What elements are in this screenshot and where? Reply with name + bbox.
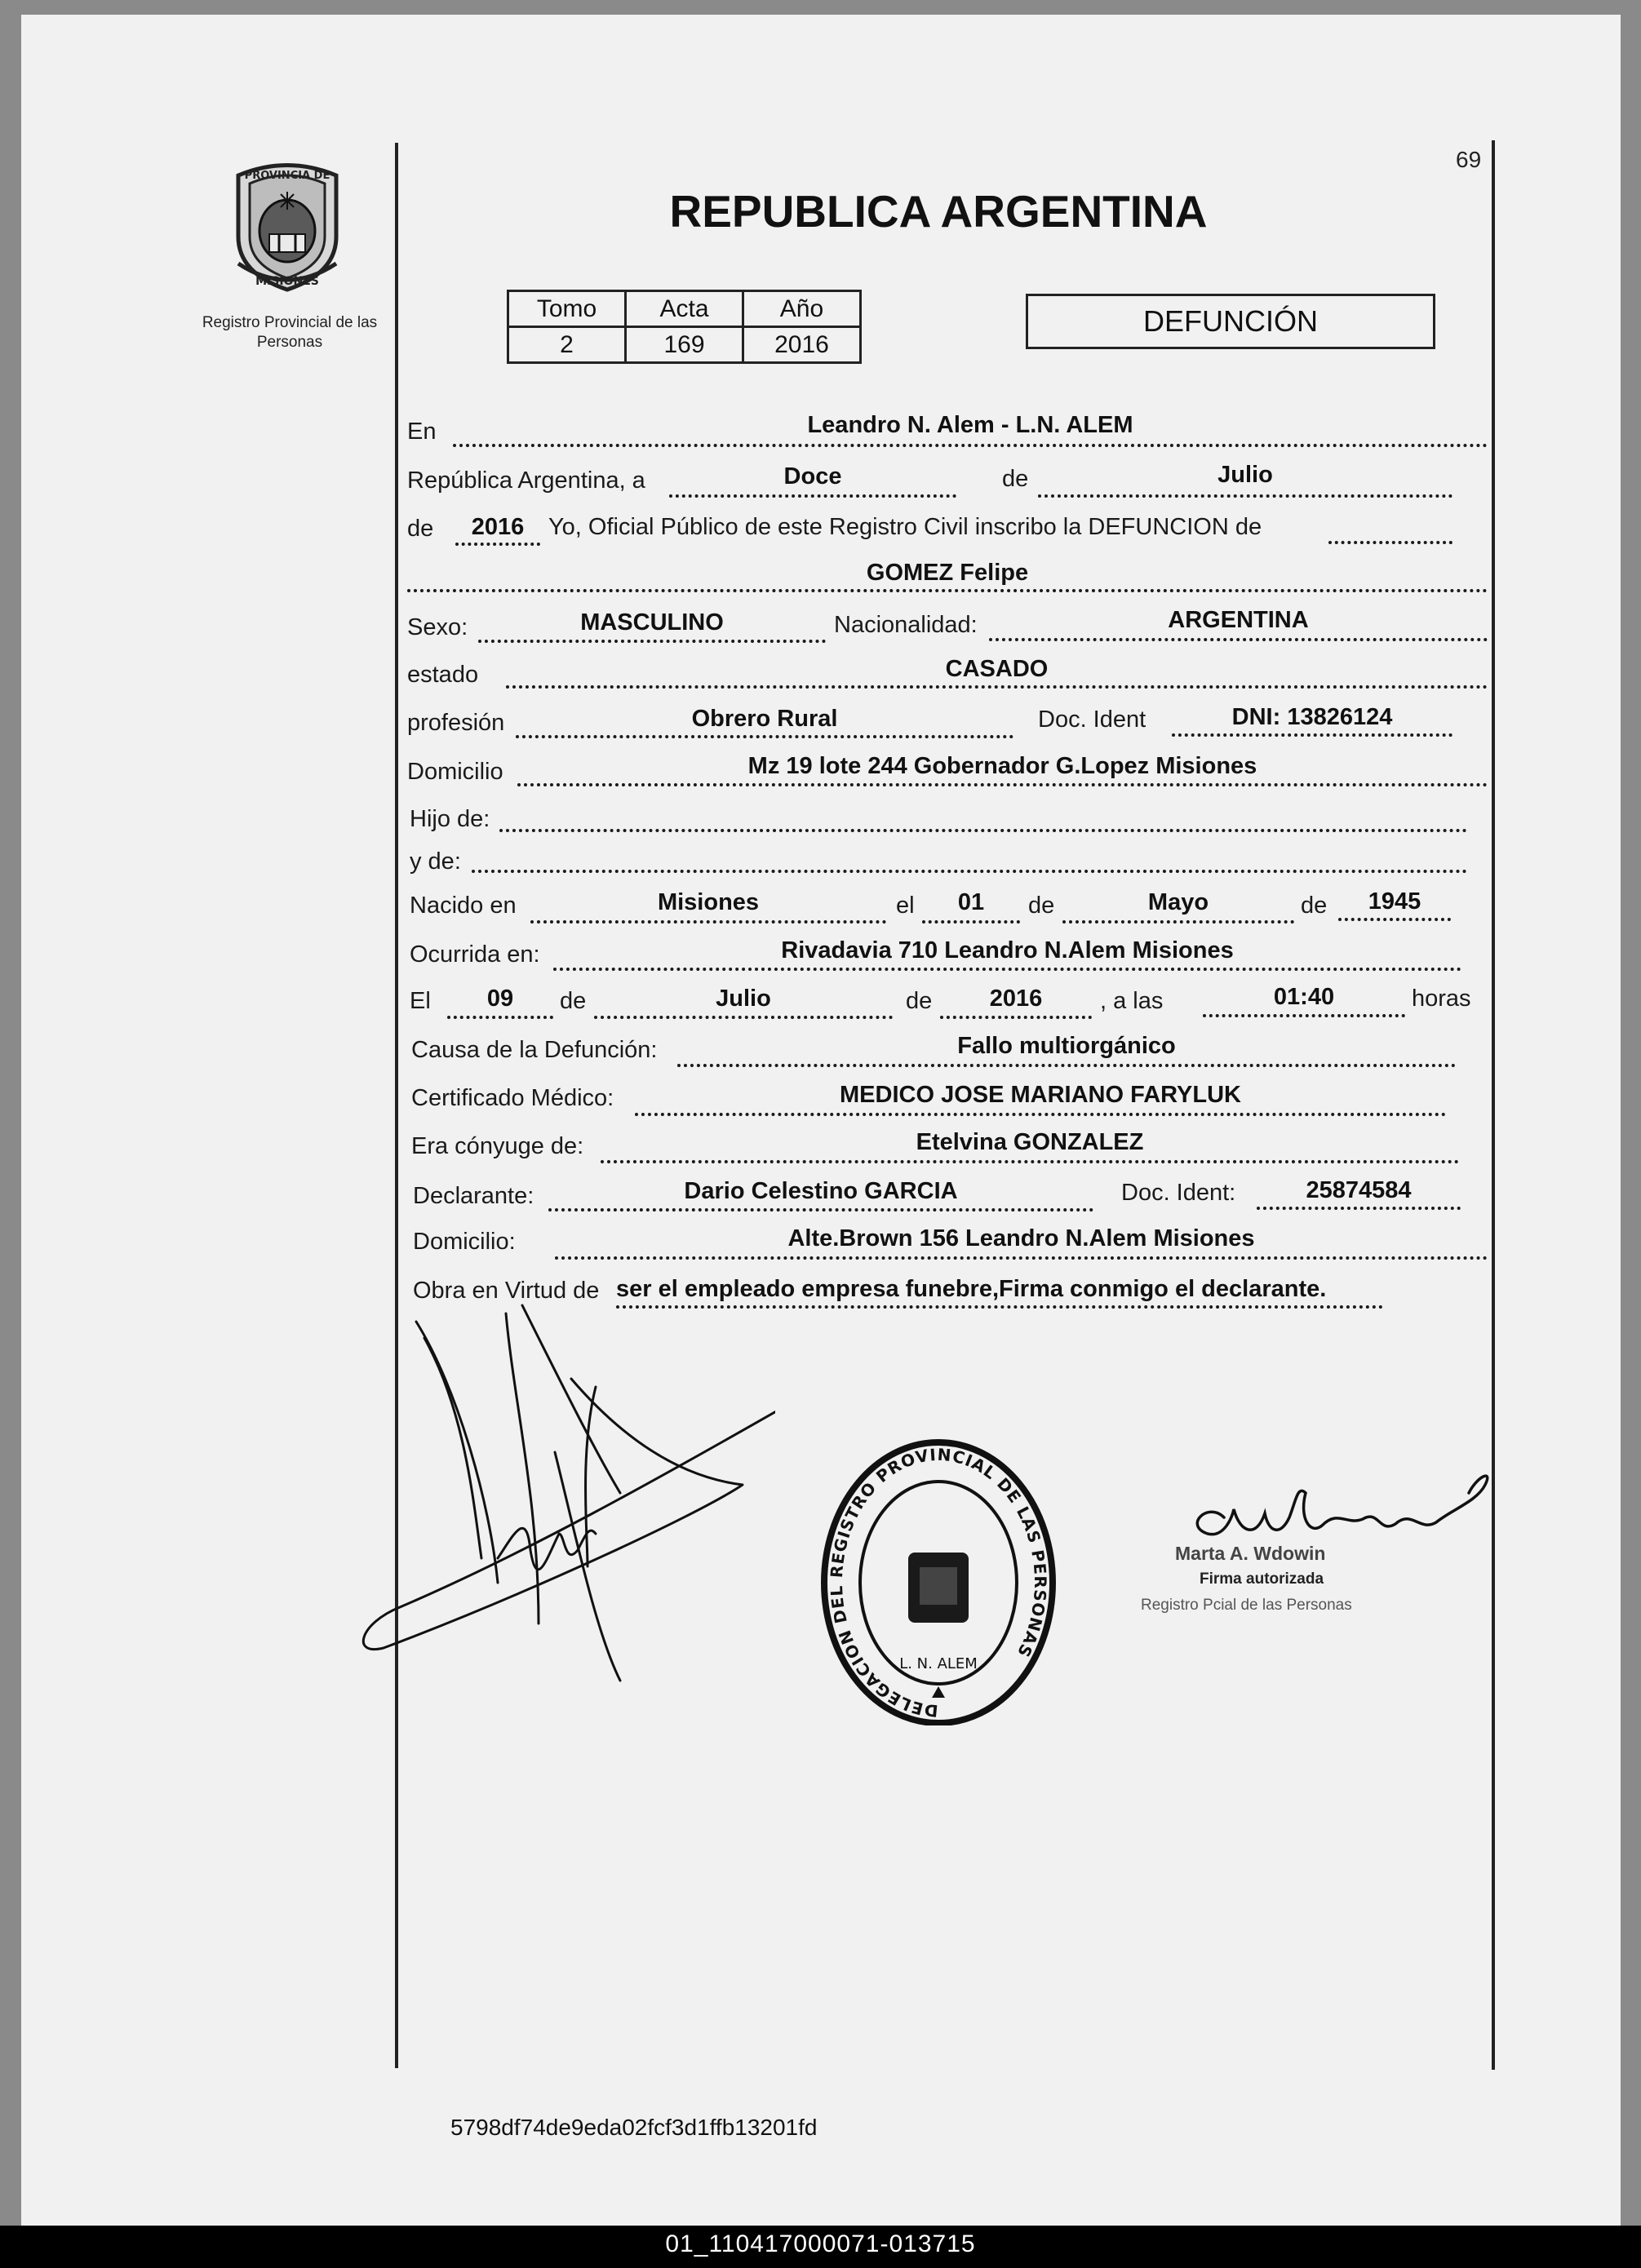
left-margin-rule <box>395 143 398 2068</box>
domicilio2-label: Domicilio: <box>413 1229 516 1255</box>
declarante-label: Declarante: <box>413 1183 534 1209</box>
causa-value: Fallo multiorgánico <box>957 1033 1176 1059</box>
profesion-label: profesión <box>407 710 505 736</box>
birth-year-dotted-line <box>1338 918 1451 921</box>
birth-day-value: 01 <box>957 889 985 915</box>
domicilio-dotted-line <box>517 783 1488 786</box>
death-day-value: 09 <box>486 986 514 1012</box>
ocurrida-label: Ocurrida en: <box>410 941 540 968</box>
certificado-value: MEDICO JOSE MARIANO FARYLUK <box>840 1082 1241 1108</box>
death-time-dotted-line <box>1203 1014 1405 1017</box>
deceased-name: GOMEZ Felipe <box>866 560 1029 586</box>
profesion-dotted-line <box>516 735 1013 738</box>
doc-ident-dotted-line <box>1172 733 1453 737</box>
nacido-label: Nacido en <box>410 893 517 919</box>
birth-day-dotted-line <box>922 920 1020 924</box>
death-time-value: 01:40 <box>1273 984 1335 1010</box>
day-value: Doce <box>783 463 842 489</box>
sexo-dotted-line <box>478 640 826 643</box>
y-de-label: y de: <box>410 848 461 875</box>
reference-table <box>507 290 862 364</box>
misiones-coat-of-arms-icon <box>222 159 353 294</box>
nacido-el-label: el <box>896 893 915 919</box>
birth-place-value: Misiones <box>657 889 760 915</box>
acta-value: 169 <box>626 327 743 363</box>
acta-header: Acta <box>626 291 743 327</box>
year-de-label: de <box>407 516 434 542</box>
nacido-place-dotted-line <box>530 920 886 924</box>
year-value: 2016 <box>471 514 525 540</box>
ocurrida-dotted-line <box>553 968 1461 971</box>
estado-value: CASADO <box>945 656 1049 682</box>
doc-ident2-label: Doc. Ident: <box>1121 1180 1236 1206</box>
causa-dotted-line <box>677 1064 1456 1067</box>
tomo-header: Tomo <box>508 291 626 327</box>
fecha-de-label: de <box>560 988 587 1014</box>
y-de-dotted-line <box>472 870 1467 873</box>
hijo-de-dotted-line <box>499 829 1467 832</box>
sexo-value: MASCULINO <box>580 609 724 636</box>
obra-label: Obra en Virtud de <box>413 1278 600 1304</box>
registry-name: Registro Provincial de las Personas <box>202 314 378 351</box>
conyuge-dotted-line <box>601 1160 1459 1163</box>
stamp-outer-text: DELEGACION DEL REGISTRO PROVINCIAL DE LAS PERSONAS <box>826 1444 1051 1721</box>
domicilio2-dotted-line <box>555 1256 1488 1260</box>
en-dotted-line <box>453 444 1488 447</box>
month-value: Julio <box>1217 462 1273 488</box>
declarante-value: Dario Celestino GARCIA <box>684 1178 958 1204</box>
inscribo-text: Yo, Oficial Público de este Registro Civil inscribo la DEFUNCION de <box>548 514 1262 540</box>
nacionalidad-label: Nacionalidad: <box>834 612 978 638</box>
day-dotted-line <box>669 494 956 498</box>
en-label: En <box>407 419 437 445</box>
birth-month-value: Mayo <box>1147 889 1209 915</box>
death-year-value: 2016 <box>989 986 1043 1012</box>
name-dotted-line <box>407 589 1488 592</box>
fecha-horas-label: horas <box>1412 986 1471 1012</box>
right-margin-rule <box>1492 140 1495 2070</box>
republica-de-label: de <box>1002 466 1029 492</box>
declarant-signature <box>351 1289 775 1697</box>
doc-ident-label: Doc. Ident <box>1038 707 1146 733</box>
official-stamp <box>820 1432 1057 1725</box>
seal-top-text: PROVINCIA DE <box>244 170 330 182</box>
declarante-dotted-line <box>548 1208 1093 1212</box>
inscribo-dotted-line <box>1328 541 1453 544</box>
doc-ident2-value: 25874584 <box>1306 1177 1412 1203</box>
fecha-alas-label: , a las <box>1100 988 1164 1014</box>
estado-dotted-line <box>506 685 1488 689</box>
profesion-value: Obrero Rural <box>691 706 838 732</box>
certificado-dotted-line <box>635 1113 1446 1116</box>
month-dotted-line <box>1038 494 1453 498</box>
nacionalidad-value: ARGENTINA <box>1168 607 1309 633</box>
estado-label: estado <box>407 662 479 688</box>
obra-value: ser el empleado empresa funebre,Firma conmigo el declarante. <box>616 1276 1327 1302</box>
page-number: 69 <box>1456 147 1482 172</box>
birth-year-value: 1945 <box>1368 888 1421 915</box>
anio-header: Año <box>743 291 861 327</box>
conyuge-value: Etelvina GONZALEZ <box>916 1129 1144 1155</box>
conyuge-label: Era cónyuge de: <box>411 1133 584 1159</box>
death-year-dotted-line <box>940 1016 1092 1019</box>
nacido-de2-label: de <box>1301 893 1328 919</box>
scan-id: 01_110417000071-013715 <box>665 2230 976 2257</box>
official-role: Firma autorizada <box>1200 1570 1324 1588</box>
page-title: REPUBLICA ARGENTINA <box>669 186 1208 237</box>
birth-month-dotted-line <box>1062 920 1294 924</box>
seal-bottom-text: MISIONES <box>255 275 319 288</box>
causa-label: Causa de la Defunción: <box>411 1037 658 1063</box>
domicilio-label: Domicilio <box>407 759 503 785</box>
tomo-value: 2 <box>508 327 626 363</box>
anio-value: 2016 <box>743 327 861 363</box>
doc-ident-value: DNI: 13826124 <box>1231 704 1393 730</box>
year-dotted-line <box>455 543 540 546</box>
document-hash: 5798df74de9eda02fcf3d1ffb13201fd <box>450 2115 818 2140</box>
certificado-label: Certificado Médico: <box>411 1085 614 1111</box>
doc-ident2-dotted-line <box>1257 1207 1461 1210</box>
place-value: Leandro N. Alem - L.N. ALEM <box>807 412 1133 438</box>
fecha-de2-label: de <box>906 988 933 1014</box>
official-name: Marta A. Wdowin <box>1175 1543 1326 1564</box>
ocurrida-value: Rivadavia 710 Leandro N.Alem Misiones <box>781 937 1234 963</box>
fecha-el-label: El <box>410 988 431 1014</box>
official-office: Registro Pcial de las Personas <box>1141 1597 1352 1614</box>
republica-label: República Argentina, a <box>407 467 645 494</box>
hijo-de-label: Hijo de: <box>410 806 490 832</box>
document-type-box: DEFUNCIÓN <box>1026 294 1435 349</box>
nacionalidad-dotted-line <box>989 638 1488 641</box>
nacido-de-label: de <box>1028 893 1055 919</box>
stamp-inner-text: L. N. ALEM <box>899 1655 978 1672</box>
death-month-dotted-line <box>594 1016 893 1019</box>
domicilio-value: Mz 19 lote 244 Gobernador G.Lopez Misiones <box>747 753 1257 779</box>
death-month-value: Julio <box>716 986 771 1012</box>
sexo-label: Sexo: <box>407 614 468 640</box>
domicilio2-value: Alte.Brown 156 Leandro N.Alem Misiones <box>787 1225 1255 1251</box>
death-day-dotted-line <box>447 1016 553 1019</box>
